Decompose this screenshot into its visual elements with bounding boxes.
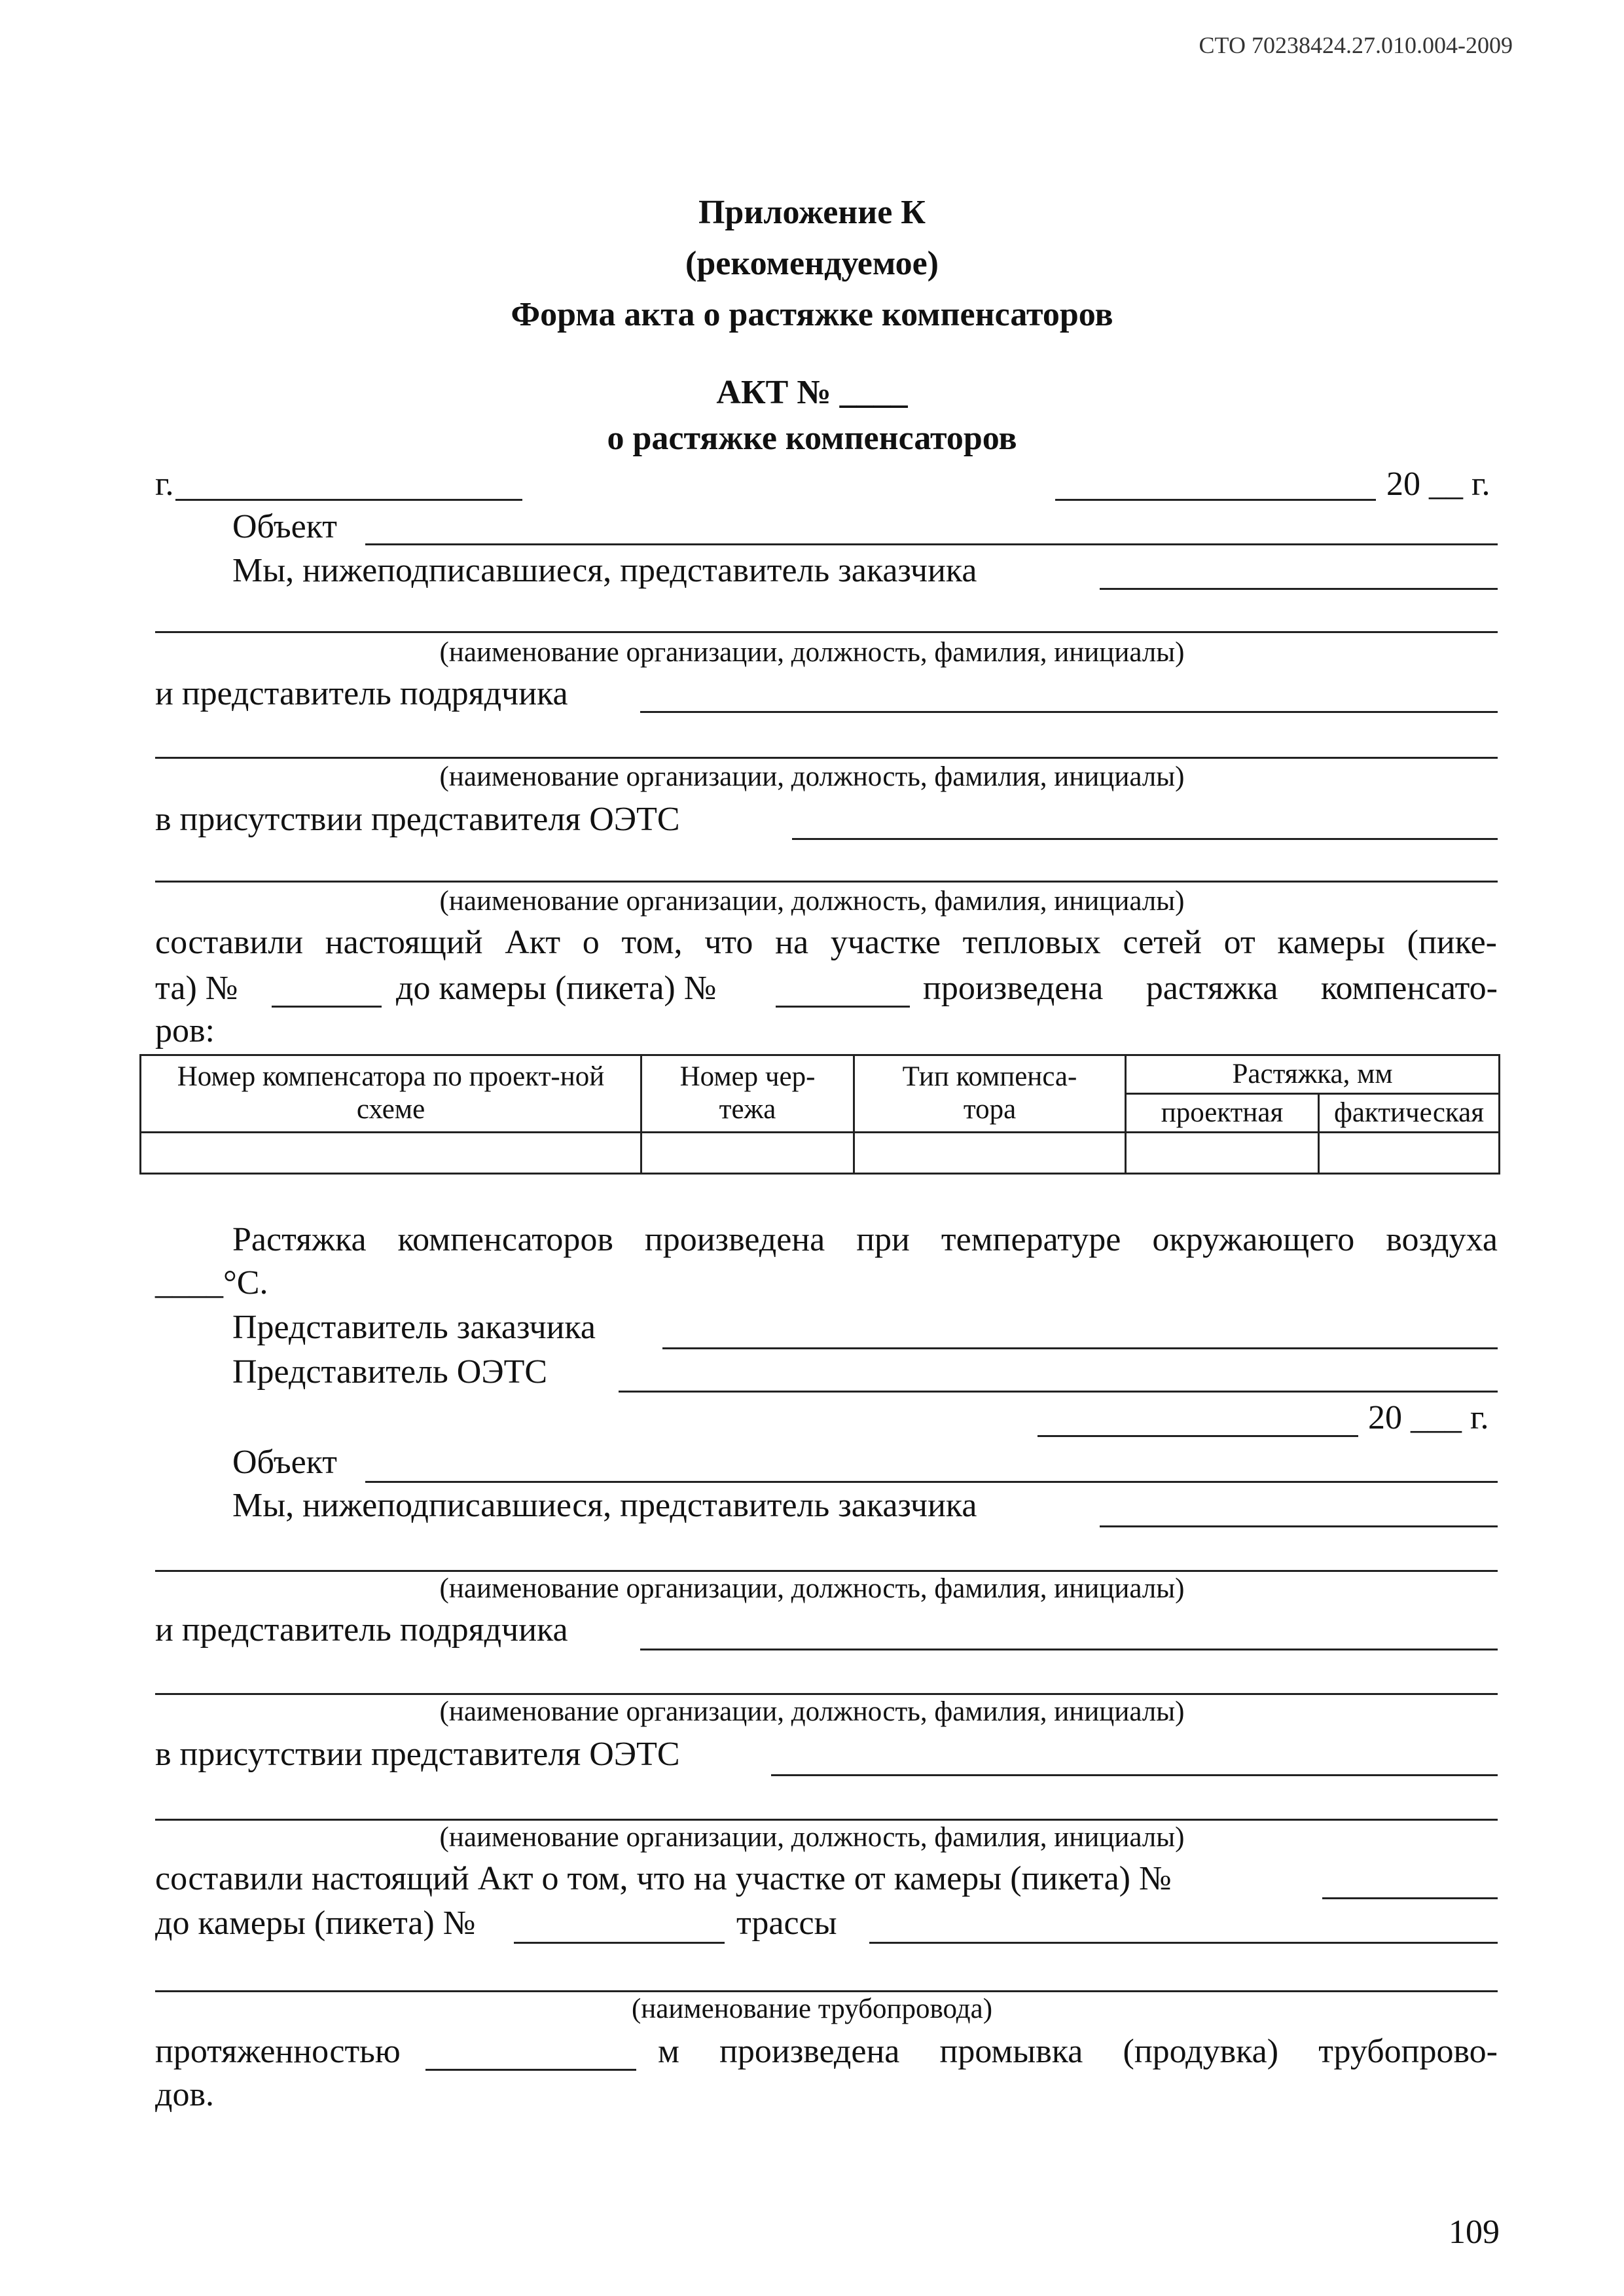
length-end: дов. [155, 2076, 215, 2113]
date-year: 20 __ г. [1386, 465, 1490, 503]
customer-rep-field-2[interactable] [155, 631, 1498, 633]
act-paragraph-line-1: составили настоящий Акт о том, что на участке тепловых сетей от камеры (пике- [155, 924, 1497, 961]
act-subheading: о растяжке компенсаторов [607, 420, 1017, 457]
cell-compensator-type[interactable] [854, 1132, 1126, 1173]
length-rest: м произведена промывка (продувка) трубопрово- [658, 2033, 1498, 2070]
act-heading: АКТ № ____ [716, 374, 908, 411]
oets-rep-field[interactable] [792, 838, 1498, 840]
customer-rep-label-2: Мы, нижеподписавшиеся, представитель заказчика [232, 1487, 977, 1524]
contractor-rep-field-2[interactable] [155, 757, 1498, 759]
oets-rep-field-2[interactable] [155, 881, 1498, 883]
act-paragraph-line-2b: до камеры (пикета) № [396, 970, 717, 1007]
object-field-2[interactable] [365, 1481, 1498, 1483]
from-chamber-field[interactable] [272, 1006, 382, 1008]
date-field-2[interactable] [1038, 1435, 1358, 1437]
customer-rep-field[interactable] [1100, 588, 1498, 590]
act-paragraph-line-3: ров: [155, 1012, 215, 1049]
temperature-line-2: ____°С. [155, 1264, 268, 1302]
date-field[interactable] [1055, 499, 1376, 501]
temperature-line-1: Растяжка компенсаторов произведена при температуре окружающего воздуха [232, 1221, 1498, 1258]
compensator-table [139, 1054, 1500, 1175]
customer-signature-label: Представитель заказчика [232, 1309, 596, 1346]
length-label: протяженностью [155, 2033, 401, 2070]
appendix-subject: Форма акта о растяжке компенсаторов [511, 296, 1113, 333]
oets-signature-field[interactable] [619, 1391, 1498, 1393]
table-row [141, 1132, 1500, 1173]
oets-rep-caption-2: (наименование организации, должность, фамилия, инициалы) [439, 1822, 1185, 1853]
customer-rep-label: Мы, нижеподписавшиеся, представитель заказчика [232, 552, 977, 589]
contractor-rep-field[interactable] [640, 711, 1498, 713]
oets-rep-field-b[interactable] [771, 1774, 1498, 1776]
contractor-rep-caption: (наименование организации, должность, фамилия, инициалы) [439, 761, 1185, 792]
oets-rep-label-2: в присутствии представителя ОЭТС [155, 1736, 680, 1773]
col-stretch-design: проектная [1126, 1093, 1319, 1132]
section-paragraph-2a: до камеры (пикета) № [155, 1904, 476, 1942]
to-chamber-field[interactable] [776, 1006, 910, 1008]
appendix-status: (рекомендуемое) [685, 245, 939, 282]
oets-rep-caption: (наименование организации, должность, фамилия, инициалы) [439, 886, 1185, 917]
appendix-title: Приложение К [698, 194, 926, 231]
cell-drawing-number[interactable] [641, 1132, 854, 1173]
contractor-rep-label-2: и представитель подрядчика [155, 1611, 568, 1649]
contractor-rep-label: и представитель подрядчика [155, 675, 568, 712]
pipeline-caption: (наименование трубопровода) [631, 1994, 993, 2024]
route-field[interactable] [869, 1942, 1498, 1944]
city-label: г. [155, 465, 174, 503]
cell-stretch-actual[interactable] [1319, 1132, 1500, 1173]
contractor-rep-field-b[interactable] [640, 1649, 1498, 1650]
customer-rep-field-b[interactable] [1100, 1525, 1498, 1527]
object-label-2: Объект [232, 1444, 337, 1481]
act-paragraph-line-2c: произведена растяжка компенсато- [923, 970, 1498, 1007]
from-chamber-field-2[interactable] [1322, 1897, 1498, 1899]
customer-rep-field-b2[interactable] [155, 1570, 1498, 1572]
section-paragraph-1: составили настоящий Акт о том, что на участке от камеры (пикета) № [155, 1860, 1172, 1897]
oets-rep-field-b2[interactable] [155, 1819, 1498, 1821]
to-chamber-field-2[interactable] [514, 1942, 725, 1944]
contractor-rep-field-b2[interactable] [155, 1693, 1498, 1695]
customer-rep-caption-2: (наименование организации, должность, фамилия, инициалы) [439, 1573, 1185, 1604]
act-paragraph-line-2a: та) № [155, 970, 238, 1007]
col-compensator-type: Тип компенса-тора [854, 1055, 1126, 1133]
col-compensator-number: Номер компенсатора по проект-ной схеме [141, 1055, 641, 1133]
document-code: СТО 70238424.27.010.004-2009 [1199, 32, 1513, 58]
customer-rep-caption: (наименование организации, должность, фамилия, инициалы) [439, 637, 1185, 668]
contractor-rep-caption-2: (наименование организации, должность, фамилия, инициалы) [439, 1696, 1185, 1727]
col-drawing-number: Номер чер-тежа [641, 1055, 854, 1133]
object-label: Объект [232, 508, 337, 545]
city-field[interactable] [175, 499, 522, 501]
col-stretch-actual: фактическая [1319, 1093, 1500, 1132]
length-field[interactable] [425, 2069, 636, 2071]
route-field-2[interactable] [155, 1990, 1498, 1992]
object-field[interactable] [365, 543, 1498, 545]
section-paragraph-2b: трассы [736, 1904, 837, 1942]
col-group-stretch: Растяжка, мм [1126, 1055, 1500, 1094]
date-year-2: 20 ___ г. [1368, 1399, 1489, 1436]
page-number: 109 [1449, 2214, 1500, 2251]
cell-compensator-number[interactable] [141, 1132, 641, 1173]
customer-signature-field[interactable] [662, 1347, 1498, 1349]
oets-rep-label: в присутствии представителя ОЭТС [155, 801, 680, 838]
oets-signature-label: Представитель ОЭТС [232, 1353, 548, 1391]
cell-stretch-design[interactable] [1126, 1132, 1319, 1173]
